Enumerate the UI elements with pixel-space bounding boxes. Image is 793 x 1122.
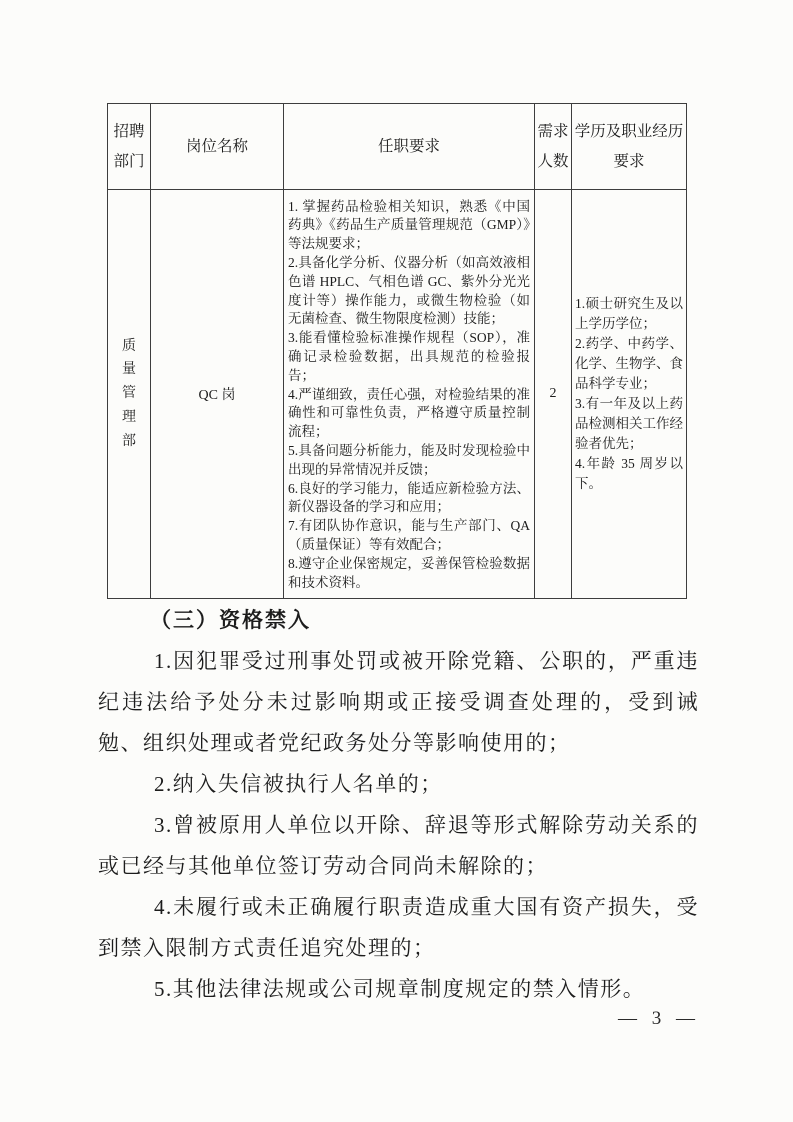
- requirement-item: 5.具备问题分析能力，能及时发现检验中出现的异常情况并反馈；: [288, 442, 530, 477]
- ban-item-paragraph: 3.曾被原用人单位以开除、辞退等形式解除劳动关系的或已经与其他单位签订劳动合同尚未解除的；: [98, 813, 699, 878]
- col-header-headcount: 需求人数: [535, 104, 572, 190]
- qualification-ban-section: [98, 600, 699, 1010]
- ban-item-paragraph: 5.其他法律法规或公司规章制度规定的禁入情形。: [154, 977, 646, 1001]
- education-item: 1.硕士研究生及以上学历学位；: [575, 296, 683, 331]
- cell-department: [108, 190, 151, 599]
- education-item: 4.年龄 35 周岁以下。: [575, 456, 683, 491]
- table-header-row: [108, 104, 687, 190]
- requirement-item: 6.良好的学习能力，能适应新检验方法、新仪器设备的学习和应用；: [288, 480, 530, 515]
- requirement-item: 3.能看懂检验标准操作规程（SOP），准确记录检验数据，出具规范的检验报告；: [288, 330, 530, 383]
- col-header-requirements: 任职要求: [284, 104, 535, 190]
- requirement-item: 1. 掌握药品检验相关知识，熟悉《中国药典》《药品生产质量管理规范（GMP）》等法规要求；: [288, 198, 530, 252]
- ban-item-paragraph: 1.因犯罪受过刑事处罚或被开除党籍、公职的，严重违纪违法给予处分未过影响期或正接受调查处理的，受到诫勉、组织处理或者党纪政务处分等影响使用的；: [98, 649, 699, 755]
- table-row: [108, 190, 687, 599]
- recruitment-table: [107, 103, 687, 599]
- position-name: QC 岗: [198, 388, 236, 403]
- ban-item-paragraph: 4.未履行或未正确履行职责造成重大国有资产损失，受到禁入限制方式责任追究处理的；: [98, 895, 699, 960]
- requirement-item: 2.具备化学分析、仪器分析（如高效液相色谱 HPLC、气相色谱 GC、紫外分光光度计等）操作能力，或微生物检验（如无菌检查、微生物限度检测）技能；: [288, 255, 530, 327]
- col-header-position: 岗位名称: [151, 104, 284, 190]
- cell-education: [572, 190, 687, 599]
- cell-headcount: [535, 190, 572, 599]
- department-name: 质量管理部: [122, 338, 136, 449]
- education-item: 2.药学、中药学、化学、生物学、食品科学专业；: [575, 336, 683, 391]
- section-heading: （三）资格禁入: [150, 608, 311, 632]
- ban-item-paragraph: 2.纳入失信被执行人名单的；: [154, 772, 443, 796]
- requirement-item: 8.遵守企业保密规定，妥善保管检验数据和技术资料。: [288, 555, 530, 590]
- col-header-education: 学历及职业经历要求: [572, 104, 687, 190]
- education-item: 3.有一年及以上药品检测相关工作经验者优先；: [575, 396, 683, 451]
- cell-requirements: [284, 190, 535, 599]
- cell-position: [151, 190, 284, 599]
- requirement-item: 7.有团队协作意识，能与生产部门、QA（质量保证）等有效配合；: [288, 518, 530, 552]
- requirement-item: 4.严谨细致，责任心强，对检验结果的准确性和可靠性负责，严格遵守质量控制流程；: [288, 386, 530, 440]
- col-header-department: 招聘部门: [108, 104, 151, 190]
- headcount-value: 2: [549, 386, 557, 401]
- page-number: — 3 —: [618, 1008, 700, 1029]
